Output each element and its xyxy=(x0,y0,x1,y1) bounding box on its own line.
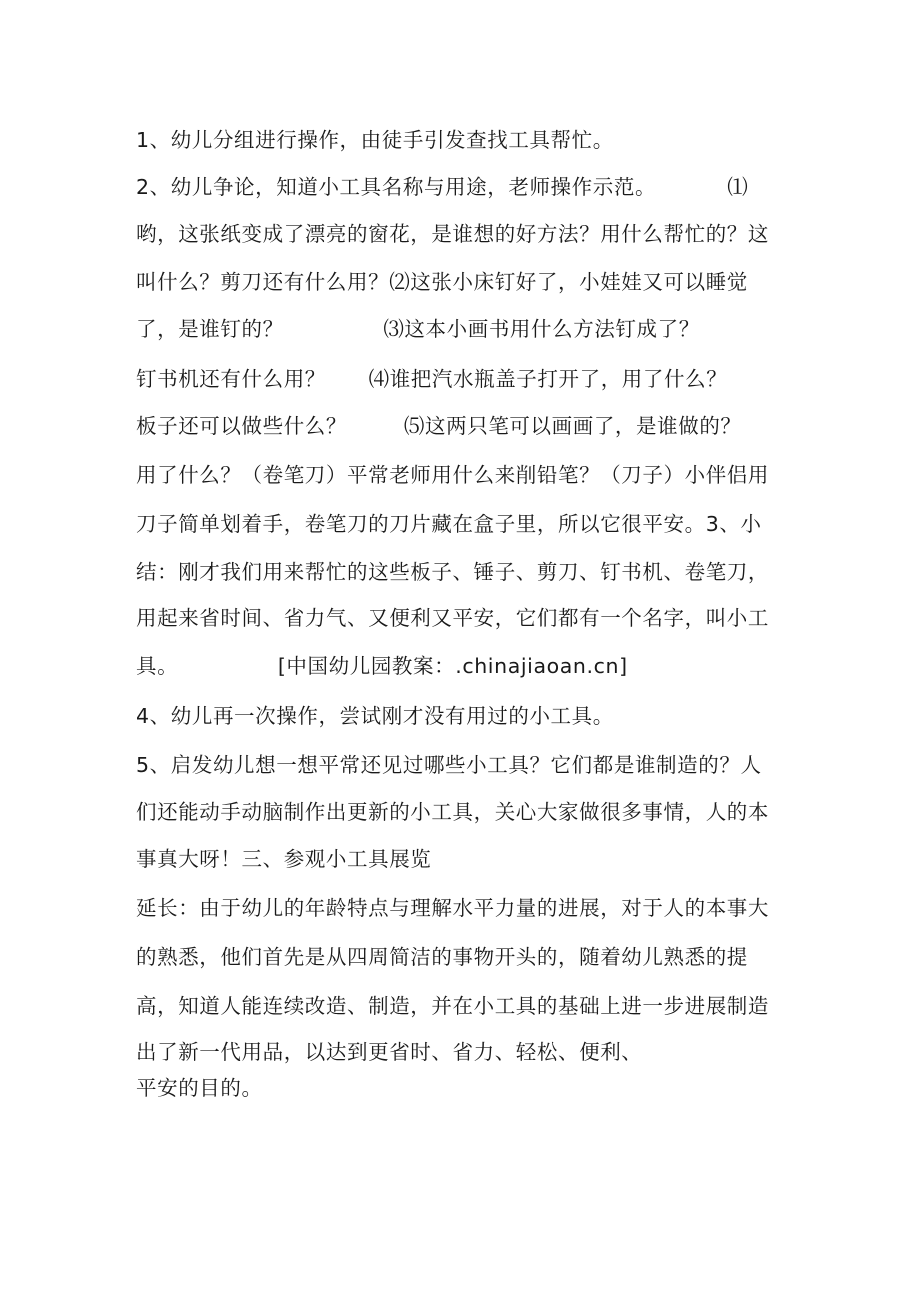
text-line: 1、幼儿分组进行操作，由徒手引发查找工具帮忙。 xyxy=(136,128,614,152)
text-line: 用了什么？（卷笔刀）平常老师用什么来削铅笔？（刀子）小伴侣用 xyxy=(136,463,769,487)
text-line: 延长：由于幼儿的年龄特点与理解水平力量的进展，对于人的本事大 xyxy=(136,896,769,920)
text-line: 板子还可以做些什么？ ⑸这两只笔可以画画了，是谁做的？ xyxy=(136,414,742,438)
text-line: 的熟悉，他们首先是从四周简洁的事物开头的，随着幼儿熟悉的提 xyxy=(136,945,748,969)
text-line: 了，是谁钉的？ ⑶这本小画书用什么方法钉成了？ xyxy=(136,317,700,341)
text-line: 2、幼儿争论，知道小工具名称与用途，老师操作示范。 ⑴ xyxy=(136,175,749,199)
text-line: 事真大呀！三、参观小工具展览 xyxy=(136,847,432,871)
text-line: 4、幼儿再一次操作，尝试刚才没有用过的小工具。 xyxy=(136,704,614,728)
text-line: 高，知道人能连续改造、制造，并在小工具的基础上进一步进展制造 xyxy=(136,994,769,1018)
text-line: 用起来省时间、省力气、又便利又平安，它们都有一个名字，叫小工 xyxy=(136,606,769,630)
text-line: 平安的目的。 xyxy=(136,1076,263,1100)
text-line: 钉书机还有什么用？ ⑷谁把汽水瓶盖子打开了，用了什么？ xyxy=(136,367,728,391)
text-line: 哟，这张纸变成了漂亮的窗花，是谁想的好方法？用什么帮忙的？这 xyxy=(136,222,769,246)
text-line: 们还能动手动脑制作出更新的小工具，关心大家做很多事情，人的本 xyxy=(136,800,769,824)
text-line: 具。 [中国幼儿园教案：.chinajiaoan.cn] xyxy=(136,654,628,678)
text-line: 刀子简单划着手，卷笔刀的刀片藏在盒子里，所以它很平安。3、小 xyxy=(136,512,762,536)
text-line: 结：刚才我们用来帮忙的这些板子、锤子、剪刀、钉书机、卷笔刀， xyxy=(136,560,769,584)
text-line: 叫什么？剪刀还有什么用？⑵这张小床钉好了，小娃娃又可以睡觉 xyxy=(136,270,748,294)
text-line: 5、启发幼儿想一想平常还见过哪些小工具？它们都是谁制造的？人 xyxy=(136,753,762,777)
text-line: 出了新一代用品，以达到更省时、省力、轻松、便利、 xyxy=(136,1040,643,1064)
